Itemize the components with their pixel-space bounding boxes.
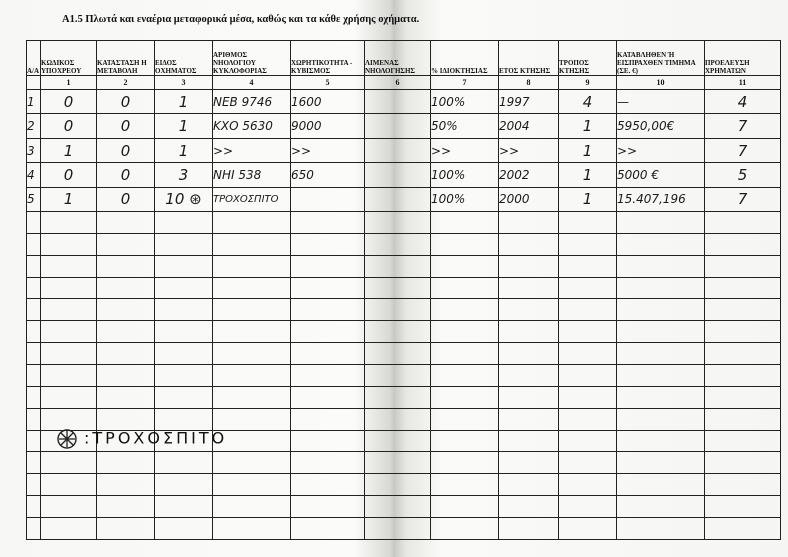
- table-cell: [499, 299, 559, 321]
- table-cell: [499, 255, 559, 277]
- section-title: Α1.5 Πλωτά και εναέρια μεταφορικά μέσα, καθώς και τα κάθε χρήσης οχήματα.: [62, 14, 420, 25]
- table-cell: —: [617, 90, 705, 114]
- table-cell: [213, 343, 291, 365]
- empty-row: [27, 452, 781, 474]
- table-cell: [291, 187, 365, 211]
- table-cell: [617, 430, 705, 452]
- empty-row: [27, 255, 781, 277]
- table-row: [27, 90, 781, 114]
- table-cell: [365, 517, 431, 539]
- table-cell: [365, 114, 431, 138]
- table-cell: [97, 474, 155, 496]
- table-cell: 0: [97, 90, 155, 114]
- table-cell: [365, 474, 431, 496]
- table-cell: 5000 €: [617, 163, 705, 187]
- table-cell: [559, 212, 617, 234]
- table-cell: [559, 430, 617, 452]
- column-number: 5: [291, 76, 365, 90]
- table-cell: [291, 430, 365, 452]
- table-cell: >>: [291, 138, 365, 162]
- table-cell: [291, 212, 365, 234]
- table-cell: 7: [705, 187, 781, 211]
- table-cell: [97, 212, 155, 234]
- table-cell: [41, 277, 97, 299]
- table-cell: [41, 343, 97, 365]
- table-cell: [617, 212, 705, 234]
- table-cell: 1997: [499, 90, 559, 114]
- empty-row: [27, 386, 781, 408]
- table-cell: [291, 386, 365, 408]
- footnote-text: ΤΡΟΧΟΣΠΙΤΟ: [92, 428, 228, 448]
- table-cell: [365, 90, 431, 114]
- table-cell: ΤΡΟΧΟΣΠΙΤΟ: [213, 187, 291, 211]
- table-cell: 0: [97, 138, 155, 162]
- table-cell: [617, 299, 705, 321]
- table-cell: [499, 343, 559, 365]
- table-cell: [617, 277, 705, 299]
- empty-row: [27, 496, 781, 518]
- table-cell: [291, 365, 365, 387]
- table-cell: [559, 343, 617, 365]
- table-cell: [617, 321, 705, 343]
- column-header: ΚΑΤΑΣΤΑΣΗ Η ΜΕΤΑΒΟΛΗ: [97, 41, 155, 76]
- table-cell: [705, 343, 781, 365]
- table-cell: [365, 163, 431, 187]
- empty-row: [27, 277, 781, 299]
- column-number: [27, 76, 41, 90]
- vehicles-table: [26, 40, 781, 540]
- table-cell: [155, 233, 213, 255]
- table-cell: [431, 517, 499, 539]
- column-header: ΧΩΡΗΤΙΚΟΤΗΤΑ - ΚΥΒΙΣΜΟΣ: [291, 41, 365, 76]
- column-number: 11: [705, 76, 781, 90]
- empty-row: [27, 321, 781, 343]
- table-cell: [431, 212, 499, 234]
- table-cell: [705, 212, 781, 234]
- table-cell: 0: [41, 114, 97, 138]
- empty-row: [27, 365, 781, 387]
- table-cell: [617, 408, 705, 430]
- table-cell: [27, 430, 41, 452]
- table-cell: [291, 321, 365, 343]
- table-cell: [431, 343, 499, 365]
- column-header: % ΙΔΙΟΚΤΗΣΙΑΣ: [431, 41, 499, 76]
- column-header: ΚΩΔΙΚΟΣ ΥΠΟΧΡΕΟΥ: [41, 41, 97, 76]
- column-header: ΤΡΟΠΟΣ ΚΤΗΣΗΣ: [559, 41, 617, 76]
- table-cell: [365, 277, 431, 299]
- table-cell: 3: [155, 163, 213, 187]
- column-header: ΚΑΤΑΒΛΗΘΕΝ Ή ΕΙΣΠΡΑΧΘΕΝ ΤΙΜΗΜΑ (ΣΕ. €): [617, 41, 705, 76]
- column-header: ΠΡΟΕΛΕΥΣΗ ΧΡΗΜΑΤΩΝ: [705, 41, 781, 76]
- table-cell: 1: [155, 138, 213, 162]
- table-cell: ΚΧΟ 5630: [213, 114, 291, 138]
- table-cell: [617, 386, 705, 408]
- table-cell: 100%: [431, 163, 499, 187]
- table-cell: 7: [705, 114, 781, 138]
- empty-row: [27, 233, 781, 255]
- table-cell: [617, 474, 705, 496]
- table-cell: 1: [559, 187, 617, 211]
- table-cell: 1: [27, 90, 41, 114]
- table-cell: [431, 233, 499, 255]
- table-cell: >>: [431, 138, 499, 162]
- table-cell: [431, 299, 499, 321]
- table-cell: [41, 496, 97, 518]
- table-cell: [559, 517, 617, 539]
- table-cell: [155, 299, 213, 321]
- table-cell: [365, 496, 431, 518]
- table-cell: [213, 365, 291, 387]
- table-cell: [27, 474, 41, 496]
- column-number: 4: [213, 76, 291, 90]
- table-cell: 0: [97, 114, 155, 138]
- table-cell: [155, 517, 213, 539]
- table-cell: [431, 474, 499, 496]
- table-cell: [291, 255, 365, 277]
- table-cell: 4: [705, 90, 781, 114]
- table-cell: [291, 299, 365, 321]
- table-cell: [41, 299, 97, 321]
- table-cell: [155, 365, 213, 387]
- table-cell: 7: [705, 138, 781, 162]
- table-cell: 2004: [499, 114, 559, 138]
- table-cell: 2000: [499, 187, 559, 211]
- table-cell: [291, 474, 365, 496]
- table-cell: [155, 321, 213, 343]
- table-cell: [291, 343, 365, 365]
- table-cell: [499, 233, 559, 255]
- table-cell: [213, 233, 291, 255]
- column-header: ΑΡΙΘΜΟΣ ΝΗΟΛΟΓΙΟΥ ΚΥΚΛΟΦΟΡΙΑΣ: [213, 41, 291, 76]
- empty-row: [27, 343, 781, 365]
- table-cell: [499, 212, 559, 234]
- table-cell: [41, 233, 97, 255]
- table-cell: [365, 408, 431, 430]
- table-cell: [499, 517, 559, 539]
- table-cell: [27, 299, 41, 321]
- column-header: Α/Α: [27, 41, 41, 76]
- table-cell: [499, 365, 559, 387]
- table-cell: [365, 365, 431, 387]
- table-cell: [27, 452, 41, 474]
- empty-row: [27, 474, 781, 496]
- table-cell: [705, 365, 781, 387]
- table-cell: [431, 430, 499, 452]
- table-cell: [213, 277, 291, 299]
- table-cell: [559, 365, 617, 387]
- table-cell: [705, 299, 781, 321]
- column-number: 10: [617, 76, 705, 90]
- table-cell: 2002: [499, 163, 559, 187]
- table-cell: [559, 408, 617, 430]
- table-row: [27, 163, 781, 187]
- table-cell: 100%: [431, 187, 499, 211]
- table-cell: 1: [155, 114, 213, 138]
- table-cell: >>: [213, 138, 291, 162]
- table-cell: [499, 386, 559, 408]
- table-cell: [97, 299, 155, 321]
- table-cell: [617, 233, 705, 255]
- table-cell: [705, 277, 781, 299]
- table-cell: [41, 517, 97, 539]
- table-cell: [291, 452, 365, 474]
- table-cell: [365, 187, 431, 211]
- table-cell: 100%: [431, 90, 499, 114]
- table-cell: [27, 255, 41, 277]
- table-cell: 5: [27, 187, 41, 211]
- table-cell: 4: [559, 90, 617, 114]
- table-cell: [213, 299, 291, 321]
- table-cell: ΝΗΙ 538: [213, 163, 291, 187]
- table-cell: [155, 212, 213, 234]
- table-cell: [559, 277, 617, 299]
- table-cell: [155, 277, 213, 299]
- empty-row: [27, 299, 781, 321]
- table-cell: [705, 408, 781, 430]
- table-cell: [431, 386, 499, 408]
- table-cell: [705, 233, 781, 255]
- table-cell: [499, 496, 559, 518]
- table-cell: [155, 386, 213, 408]
- table-cell: [27, 321, 41, 343]
- table-cell: [27, 496, 41, 518]
- column-number: 6: [365, 76, 431, 90]
- table-cell: [705, 474, 781, 496]
- table-cell: [617, 255, 705, 277]
- table-cell: [499, 452, 559, 474]
- table-cell: [705, 321, 781, 343]
- table-cell: [559, 233, 617, 255]
- table-cell: 650: [291, 163, 365, 187]
- table-cell: [27, 212, 41, 234]
- table-cell: [213, 496, 291, 518]
- table-cell: [617, 496, 705, 518]
- header-row: [27, 41, 781, 76]
- table-cell: [97, 517, 155, 539]
- table-cell: [213, 408, 291, 430]
- table-cell: [27, 277, 41, 299]
- table-cell: [41, 386, 97, 408]
- table-cell: [431, 408, 499, 430]
- footnote: :ΤΡΟΧΟΣΠΙΤΟ: [56, 428, 227, 450]
- table-cell: [155, 474, 213, 496]
- table-row: [27, 138, 781, 162]
- table-cell: [291, 496, 365, 518]
- table-cell: [213, 212, 291, 234]
- table-cell: 1: [155, 90, 213, 114]
- table-cell: [705, 517, 781, 539]
- table-cell: 0: [97, 163, 155, 187]
- table-cell: 0: [41, 90, 97, 114]
- table-cell: [431, 255, 499, 277]
- table-cell: [431, 365, 499, 387]
- table-cell: [155, 255, 213, 277]
- table-cell: [41, 408, 97, 430]
- column-header: ΕΙΔΟΣ ΟΧΗΜΑΤΟΣ: [155, 41, 213, 76]
- table-cell: [155, 452, 213, 474]
- table-cell: [559, 496, 617, 518]
- table-cell: [365, 212, 431, 234]
- table-row: [27, 187, 781, 211]
- table-cell: 1600: [291, 90, 365, 114]
- table-cell: [213, 386, 291, 408]
- table-cell: [559, 474, 617, 496]
- table-cell: [41, 321, 97, 343]
- table-cell: [617, 343, 705, 365]
- table-cell: [365, 233, 431, 255]
- table-cell: [365, 430, 431, 452]
- table-cell: 15.407,196: [617, 187, 705, 211]
- table-cell: [291, 277, 365, 299]
- table-cell: [213, 321, 291, 343]
- table-cell: [499, 474, 559, 496]
- table-cell: 10 ⊛: [155, 187, 213, 211]
- table-cell: 5: [705, 163, 781, 187]
- table-cell: [365, 452, 431, 474]
- table-cell: [617, 517, 705, 539]
- empty-row: [27, 408, 781, 430]
- column-header: ΕΤΟΣ ΚΤΗΣΗΣ: [499, 41, 559, 76]
- column-number: 2: [97, 76, 155, 90]
- table-cell: [213, 517, 291, 539]
- table-cell: [41, 365, 97, 387]
- table-cell: 1: [41, 138, 97, 162]
- table-cell: [365, 321, 431, 343]
- table-cell: [97, 343, 155, 365]
- table-cell: >>: [617, 138, 705, 162]
- table-cell: 1: [41, 187, 97, 211]
- table-cell: [213, 255, 291, 277]
- table-cell: 1: [559, 114, 617, 138]
- table-cell: [365, 343, 431, 365]
- table-cell: [559, 452, 617, 474]
- table-cell: [617, 365, 705, 387]
- table-cell: [155, 343, 213, 365]
- table-cell: [155, 496, 213, 518]
- table-cell: [27, 517, 41, 539]
- table-cell: [155, 408, 213, 430]
- table-cell: [499, 277, 559, 299]
- table-cell: [291, 517, 365, 539]
- table-cell: 5950,00€: [617, 114, 705, 138]
- table-cell: [291, 408, 365, 430]
- table-cell: [499, 430, 559, 452]
- table-cell: [27, 365, 41, 387]
- table-cell: [97, 255, 155, 277]
- table-cell: [431, 452, 499, 474]
- table-cell: [705, 452, 781, 474]
- table-cell: [499, 321, 559, 343]
- table-cell: 50%: [431, 114, 499, 138]
- table-cell: [431, 321, 499, 343]
- table-cell: [97, 277, 155, 299]
- table-cell: [97, 408, 155, 430]
- column-number-row: [27, 76, 781, 90]
- column-number: 9: [559, 76, 617, 90]
- table-cell: [97, 386, 155, 408]
- table-cell: 9000: [291, 114, 365, 138]
- empty-row: [27, 517, 781, 539]
- table-cell: [27, 386, 41, 408]
- table-cell: 0: [97, 187, 155, 211]
- table-row: [27, 114, 781, 138]
- table-cell: ΝΕΒ 9746: [213, 90, 291, 114]
- table-cell: [41, 255, 97, 277]
- table-cell: [705, 255, 781, 277]
- table-cell: [559, 386, 617, 408]
- table-cell: [499, 408, 559, 430]
- table-cell: 4: [27, 163, 41, 187]
- table-cell: [705, 386, 781, 408]
- table-cell: [41, 474, 97, 496]
- table-cell: 3: [27, 138, 41, 162]
- table-cell: 1: [559, 163, 617, 187]
- table-cell: [291, 233, 365, 255]
- table-cell: [559, 321, 617, 343]
- table-cell: [705, 430, 781, 452]
- column-number: 3: [155, 76, 213, 90]
- table-cell: 1: [559, 138, 617, 162]
- table-cell: [559, 255, 617, 277]
- column-number: 1: [41, 76, 97, 90]
- table-cell: [27, 343, 41, 365]
- table-cell: 0: [41, 163, 97, 187]
- table-cell: [431, 277, 499, 299]
- table-cell: 2: [27, 114, 41, 138]
- table-cell: [365, 255, 431, 277]
- table-cell: [559, 299, 617, 321]
- table-cell: [213, 452, 291, 474]
- table-cell: [27, 408, 41, 430]
- table-cell: [41, 212, 97, 234]
- table-cell: [97, 452, 155, 474]
- table-cell: [97, 365, 155, 387]
- empty-row: [27, 212, 781, 234]
- column-header: ΛΙΜΕΝΑΣ ΝΗΟΛΟΓΗΣΗΣ: [365, 41, 431, 76]
- table-cell: >>: [499, 138, 559, 162]
- table-cell: [365, 386, 431, 408]
- table-cell: [705, 496, 781, 518]
- table-cell: [97, 496, 155, 518]
- table-cell: [365, 138, 431, 162]
- table-cell: [617, 452, 705, 474]
- table-cell: [431, 496, 499, 518]
- table-cell: [97, 233, 155, 255]
- table-cell: [27, 233, 41, 255]
- table-cell: [97, 321, 155, 343]
- column-number: 8: [499, 76, 559, 90]
- table-cell: [41, 452, 97, 474]
- column-number: 7: [431, 76, 499, 90]
- asterisk-circle-icon: [56, 428, 78, 450]
- table-cell: [365, 299, 431, 321]
- table-cell: [213, 474, 291, 496]
